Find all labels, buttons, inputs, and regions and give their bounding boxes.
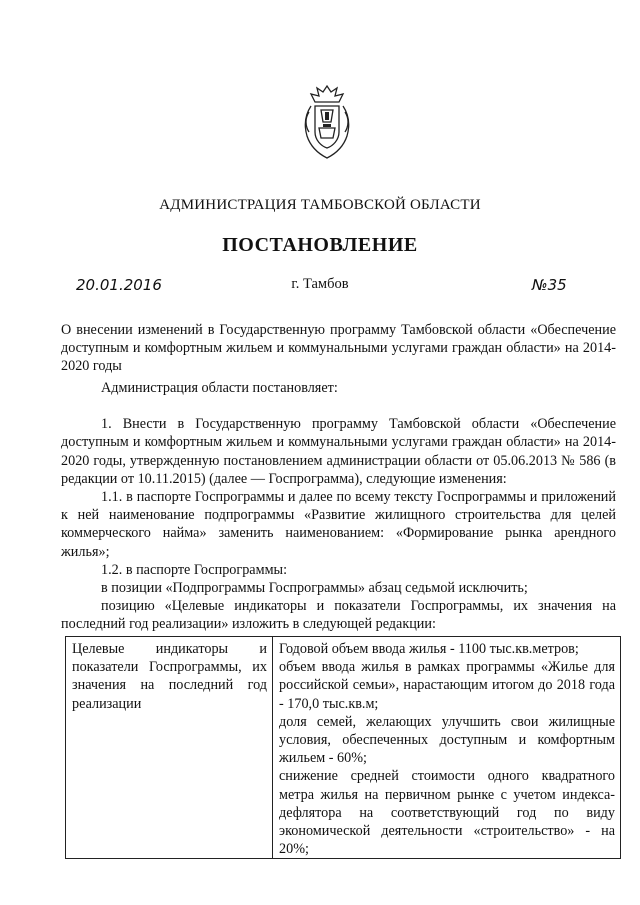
- table-row: [66, 637, 621, 859]
- body-paragraph-1: 1. Внести в Государственную программу Тамбовской области «Обеспечение доступным и комфортным жильем и коммунальными услугами граждан области» на 2014-2020 годы, утвержденную постановлением администрации области от 05.06.2013 № 586 (в редакции от 10.11.2015) (далее — Госпрограмма), следующие изменения:: [61, 416, 616, 487]
- body-paragraph-subitem: в позиции «Подпрограммы Госпрограммы» абзац седьмой исключить;: [101, 580, 528, 597]
- document-type-title: ПОСТАНОВЛЕНИЕ: [222, 234, 418, 256]
- document-number: №35: [532, 276, 567, 294]
- body-paragraph-position: позицию «Целевые индикаторы и показатели Госпрограммы, их значения на последний год реализации» изложить в следующей редакции:: [61, 598, 616, 633]
- indicators-table: [65, 636, 621, 859]
- list-item: объем ввода жилья в рамках программы «Жилье для российской семьи», нарастающим итогом до 2018 года - 170,0 тыс.кв.м;: [279, 659, 615, 712]
- list-item: снижение средней стоимости одного квадратного метра жилья на первичном рынке с учетом индекса-дефлятора на соответствующий год по виду экономической деятельности «строительство» - на 20%;: [279, 768, 615, 858]
- table-cell-right: [273, 637, 621, 859]
- document-city: г. Тамбов: [291, 276, 349, 292]
- body-intro: Администрация области постановляет:: [101, 380, 338, 396]
- document-subject: О внесении изменений в Государственную программу Тамбовской области «Обеспечение доступным и комфортным жильем и коммунальными услугами граждан области» на 2014-2020 годы: [61, 322, 616, 375]
- document-body: [61, 379, 616, 634]
- list-item: доля семей, желающих улучшить свои жилищные условия, обеспеченных доступным и комфортным жильем - 60%;: [279, 713, 615, 767]
- body-paragraph-1-1: 1.1. в паспорте Госпрограммы и далее по всему тексту Госпрограммы и приложений к ней наименование подпрограммы «Развитие жилищного строительства для целей коммерческого найма» заменить наименованием: «Формирование рынка арендного жилья»;: [61, 489, 616, 560]
- body-paragraph-1-2: 1.2. в паспорте Госпрограммы:: [101, 561, 288, 578]
- organization-name: АДМИНИСТРАЦИЯ ТАМБОВСКОЙ ОБЛАСТИ: [159, 197, 481, 213]
- tambov-coat-of-arms-icon: [301, 82, 353, 160]
- list-item: Годовой объем ввода жилья - 1100 тыс.кв.метров;: [279, 641, 579, 657]
- document-date: 20.01.2016: [76, 276, 162, 294]
- table-cell-left: Целевые индикаторы и показатели Госпрограммы, их значения на последний год реализации: [66, 637, 273, 859]
